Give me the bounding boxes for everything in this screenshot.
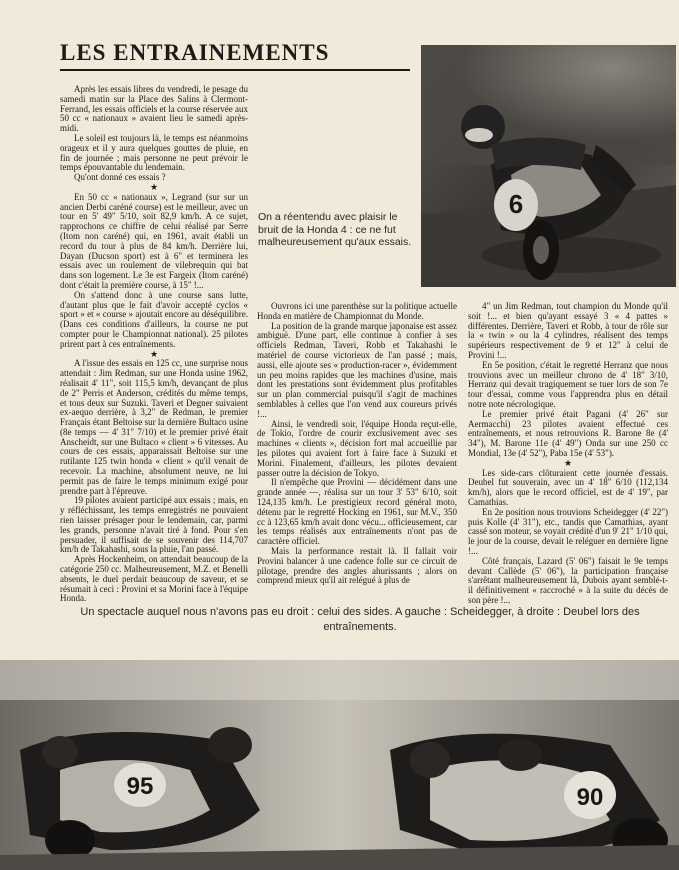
paragraph: La position de la grande marque japonaise est assez ambiguë. D'une part, elle continue à confier à ses officiels Redman, Taveri, Robb et Takahashi le matériel de course victorieux de l'an passé ; mais, aussi, elle ajoute ses « production-racer », évidemment un peu moins rapides que les machines d'usine, mais dont les prestations sont évidemment plus profitables sur un plan commercial puisqu'il s'agit de machines semblables à celles que l'on vend aux coureurs privés !... — [257, 320, 457, 419]
bottom-photo-caption: Un spectacle auquel nous n'avons pas eu droit : celui des sides. A gauche : Scheidegger, à droite : Deubel lors des entraînements. — [80, 606, 640, 633]
text-column-1 — [60, 84, 249, 604]
paragraph: Le soleil est toujours là, le temps est néanmoins orageux et il y aura quelques gouttes de pluie, en fin de journée ; mais personne ne peut prévoir le temps épouvantable du lendemain. — [60, 132, 248, 173]
paragraph: Qu'ont donné ces essais ? — [74, 172, 166, 183]
text-column-2 — [257, 302, 457, 597]
paragraph: Après les essais libres du vendredi, le pesage du samedi matin sur la Place des Salins à Clermont-Ferrand, les essais officiels et la course réservée aux 50 cc « nationaux » avaient lieu le samedi après-midi. — [60, 84, 249, 134]
paragraph: 4" un Jim Redman, tout champion du Monde qu'il soit !... et bien qu'ayant essayé 3 « 4 pattes » différentes. Derrière, Taveri et Robb, à tour de rôle sur la « twin » ou la 4 cylindres, réalisent des temps supérieurs respectivement de 9 et 12" à celui de Provini !... — [468, 301, 668, 360]
paragraph: Il n'empêche que Provini — décidément dans une grande année —, réalisa sur un tour 3' 53" 6/10, soit 124,135 km/h. Le prestigieux record général moto, détenu par le regretté Hocking en 1961, sur M.V., 350 cc à 123,65 km/h avait donc vécu... officieusement, car les temps réalisés aux entraînements n'ont pas de caractère officiel. — [257, 477, 457, 547]
paragraph: Ainsi, le vendredi soir, l'équipe Honda reçut-elle, de Tokio, l'ordre de courir exclusivement avec ses machines « clients », décision fort mal accueillie par les pilotes qui avaient fort à faire face à Suzuki et Morini. Finalement, d'ailleurs, les pilotes devaient passer outre la décision de Tokyo. — [257, 418, 457, 478]
title-underline — [60, 69, 410, 71]
honda-rider-photo — [421, 45, 676, 287]
section-star: ★ — [149, 181, 159, 192]
paragraph: On s'attend donc à une course sans lutte, d'autant plus que le fait d'avoir accepté cyclos « sport » et « course » ajoutait encore au déséquilibre. (Dans ces conditions d'ailleurs, la course ne put compter pour le Championnat national). 25 pilotes prirent part à ces entraînements. — [60, 289, 248, 349]
paragraph: En 5e position, c'était le regretté Herranz que nous trouvions avec un meilleur chrono de 4' 18" 3/10, Herranz qui devait tragiquement se tuer lors de son 7e tour d'essai, comme vous l'apprendra plus en détail notre note nécrologique. — [468, 359, 668, 409]
article-title: LES ENTRAINEMENTS — [60, 40, 330, 65]
paragraph: En 50 cc « nationaux », Legrand (sur sur un ancien Derbi caréné course) est le meilleur, avec un tour en 5' 49" 5/10, soit 82,9 km/h. A ce sujet, rapprochons ce chiffre de celui réalisé par Serre (Itom non caréné) qui, en 1961, avait établi un record du tour à plus de 84 km/h. Derrière lui, Dayan (Ducson sport) est à 6" et terminera les essais avec un roulement de vilebrequin qui bat dans son logement. Le 3e est Fargeix (Itom caréné) dont c'était la première course, à 15" !... — [60, 191, 248, 290]
sidecars-photo — [0, 660, 679, 870]
section-star: ★ — [563, 457, 573, 468]
text-column-3 — [468, 301, 668, 605]
race-number: 6 — [508, 189, 524, 219]
paragraph: En 2e position nous trouvions Scheidegger (4' 22") puis Kolle (4' 31"), etc., tandis que Camathias, ayant cassé son moteur, se voyait crédité d'un 9' 21" 1/10 qui, le jour de la course, devait le reléguer en dernière ligne !... — [468, 506, 668, 556]
top-photo-caption: On a réentendu avec plaisir le bruit de la Honda 4 : ce ne fut malheureusement qu'aux essais. — [258, 211, 412, 248]
race-number-right: 90 — [576, 784, 604, 811]
paragraph: Les side-cars clôturaient cette journée d'essais. Deubel fut souverain, avec un 4' 18" 6/10 (112,134 km/h), alors que le record officiel, est de 4' 19", par Camathias. — [468, 467, 668, 507]
paragraph: Côté français, Lazard (5' 06") faisait le 9e temps devant Callède (5' 06"), la participation française s'arrêtant malheureusement là, Dubois ayant semblé-t-il définitivement « raccroché » à la suite du décès de son père !... — [468, 555, 668, 605]
section-star: ★ — [149, 348, 159, 359]
paragraph: Mais la performance restait là. Il fallait voir Provini balancer à une cadence folle sur ce circuit de pilotage, prendre des angles ahurissants ; alors on comprend mieux qu'il ait relégué à plus de — [257, 545, 457, 586]
paragraph: Ouvrons ici une parenthèse sur la politique actuelle Honda en matière de Championnat du Monde. — [257, 301, 457, 321]
race-number-left: 95 — [126, 773, 154, 800]
paragraph: Après Hockenheim, on attendait beaucoup de la catégorie 250 cc. Malheureusement, M.Z. et Benelli absents, le duel perdait beaucoup de saveur, et se résumait à ceci : Provini et sa Morini face à l'équipe Honda. — [60, 554, 248, 604]
paragraph: A l'issue des essais en 125 cc, une surprise nous attendait : Jim Redman, sur une Honda usine 1962, réalisait 4' 11", soit 115,5 km/h, devançant de plus de 2" Perris et Anderson, crédités du même temps, et tous deux sur Suzuki. Taveri et Degner suivaient ex-aequo derrière, à 3,2" de Redman, le premier Français étant Beltoise sur la dernière Bultaco usine (8e temps — 4' 31" 7/10) et le premier privé était Anscheidt, sur une Bultaco « client » 6 vitesses. Au cours de ces essais, apparaissait Beltoise sur une rutilante 125 twin honda « client » qu'il venait de recevoir. La machine, absolument neuve, ne lui permit pas de faire le temps minimum exigé pour prendre part à l'épreuve. — [60, 358, 248, 496]
paragraph: 19 pilotes avaient participé aux essais ; mais, en y réfléchissant, les temps enregistrés ne pouvaient rien laisser présager pour le lendemain, car, parmi les grands, personne n'avait tiré à fond. Pour s'en persuader, il suffisait de se souvenir des 114,707 km/h de Takahashi, sous la pluie, l'an passé. — [60, 495, 248, 555]
paragraph: Le premier privé était Pagani (4' 26" sur Aermacchi) 23 pilotes avaient effectué ces entraînements, et nous retrouvions R. Barone 8e (4' 34"), M. Barone 11e (4' 49") Onda sur une 250 cc Mondial, 13e (4' 52"), Paba 15e (4' 53"). — [468, 408, 668, 458]
